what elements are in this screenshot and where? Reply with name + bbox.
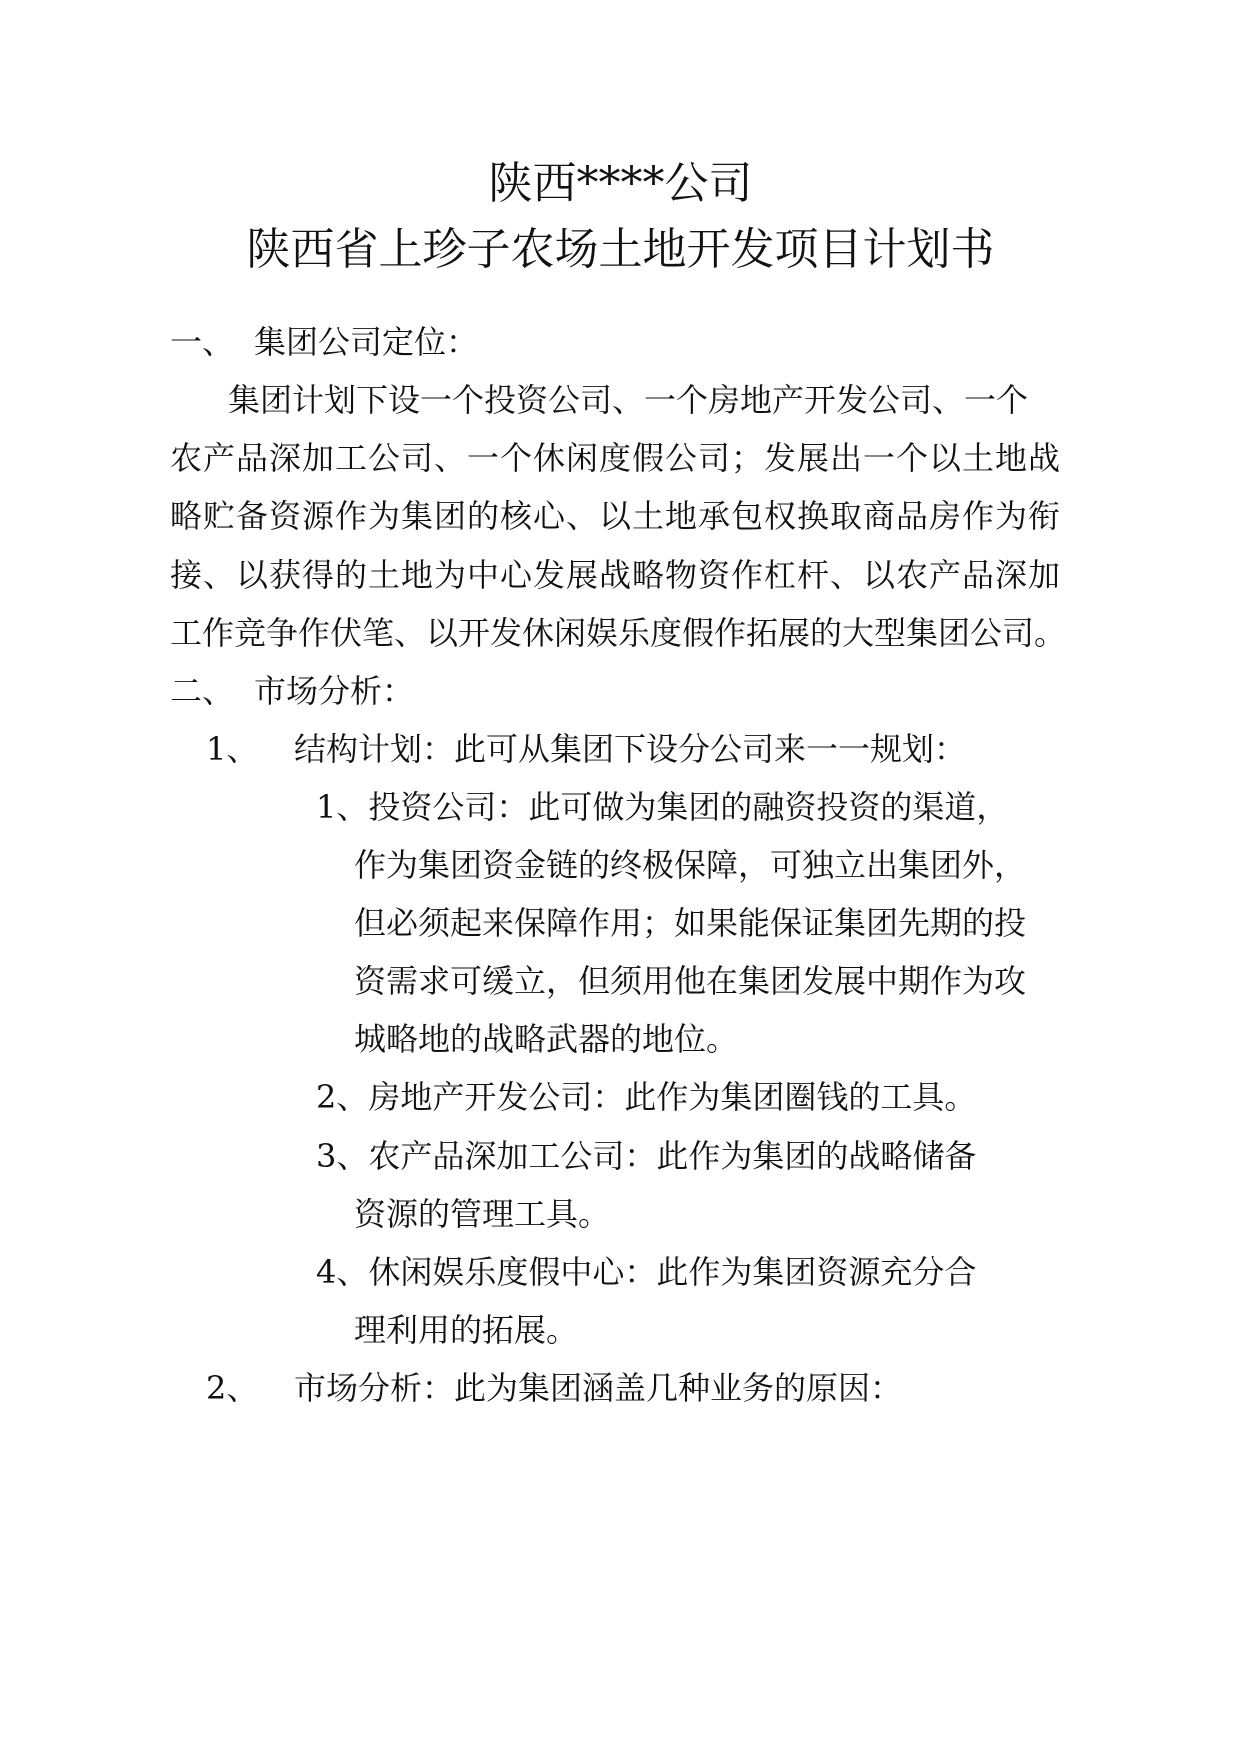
- section-marker: 一、: [170, 323, 235, 361]
- subsection-marker: 2、: [206, 1369, 259, 1407]
- paragraph-line: 略贮备资源作为集团的核心、以土地承包权换取商品房作为衔: [170, 497, 1060, 535]
- subsection-text: 市场分析：此为集团涵盖几种业务的原因：: [294, 1369, 903, 1407]
- item-continuation: 资源的管理工具。: [354, 1195, 611, 1233]
- list-item-4: [316, 1250, 977, 1294]
- section-heading-2: [170, 669, 414, 713]
- paragraph-line: 农产品深加工公司、一个休闲度假公司；发展出一个以土地战: [170, 439, 1060, 477]
- section-heading-text: 市场分析：: [254, 672, 415, 710]
- item-continuation: 作为集团资金链的终极保障，可独立出集团外，: [354, 846, 1027, 884]
- list-item-3: [316, 1134, 977, 1178]
- list-item-2: [316, 1075, 977, 1119]
- company-title: 陕西****公司: [488, 158, 753, 209]
- item-marker: 1、: [316, 788, 369, 826]
- item-marker: 2、: [316, 1078, 369, 1116]
- subsection-text: 结构计划：此可从集团下设分公司来一一规划：: [294, 730, 967, 768]
- item-continuation: 城略地的战略武器的地位。: [354, 1020, 739, 1058]
- subsection-1: [206, 727, 966, 771]
- paragraph-line: 集团计划下设一个投资公司、一个房地产开发公司、一个: [228, 381, 1029, 419]
- item-text: 投资公司：此可做为集团的融资投资的渠道，: [368, 788, 1009, 826]
- item-text: 休闲娱乐度假中心：此作为集团资源充分合: [368, 1253, 977, 1291]
- list-item-1: [316, 785, 1009, 829]
- item-continuation: 但必须起来保障作用；如果能保证集团先期的投: [354, 904, 1027, 942]
- item-marker: 4、: [316, 1253, 369, 1291]
- item-marker: 3、: [316, 1137, 369, 1175]
- paragraph-line: 接、以获得的土地为中心发展战略物资作杠杆、以农产品深加: [170, 556, 1060, 594]
- subsection-marker: 1、: [206, 730, 259, 768]
- section-marker: 二、: [170, 672, 235, 710]
- section-heading-1: [170, 320, 478, 364]
- subsection-2: [206, 1366, 902, 1410]
- item-continuation: 资需求可缓立，但须用他在集团发展中期作为攻: [354, 962, 1027, 1000]
- item-text: 农产品深加工公司：此作为集团的战略储备: [368, 1137, 977, 1175]
- paragraph-line: 工作竞争作伏笔、以开发休闲娱乐度假作拓展的大型集团公司。: [170, 614, 1067, 652]
- item-continuation: 理利用的拓展。: [354, 1311, 579, 1349]
- document-title: 陕西省上珍子农场土地开发项目计划书: [246, 224, 995, 275]
- section-heading-text: 集团公司定位：: [254, 323, 479, 361]
- item-text: 房地产开发公司：此作为集团圈钱的工具。: [368, 1078, 977, 1116]
